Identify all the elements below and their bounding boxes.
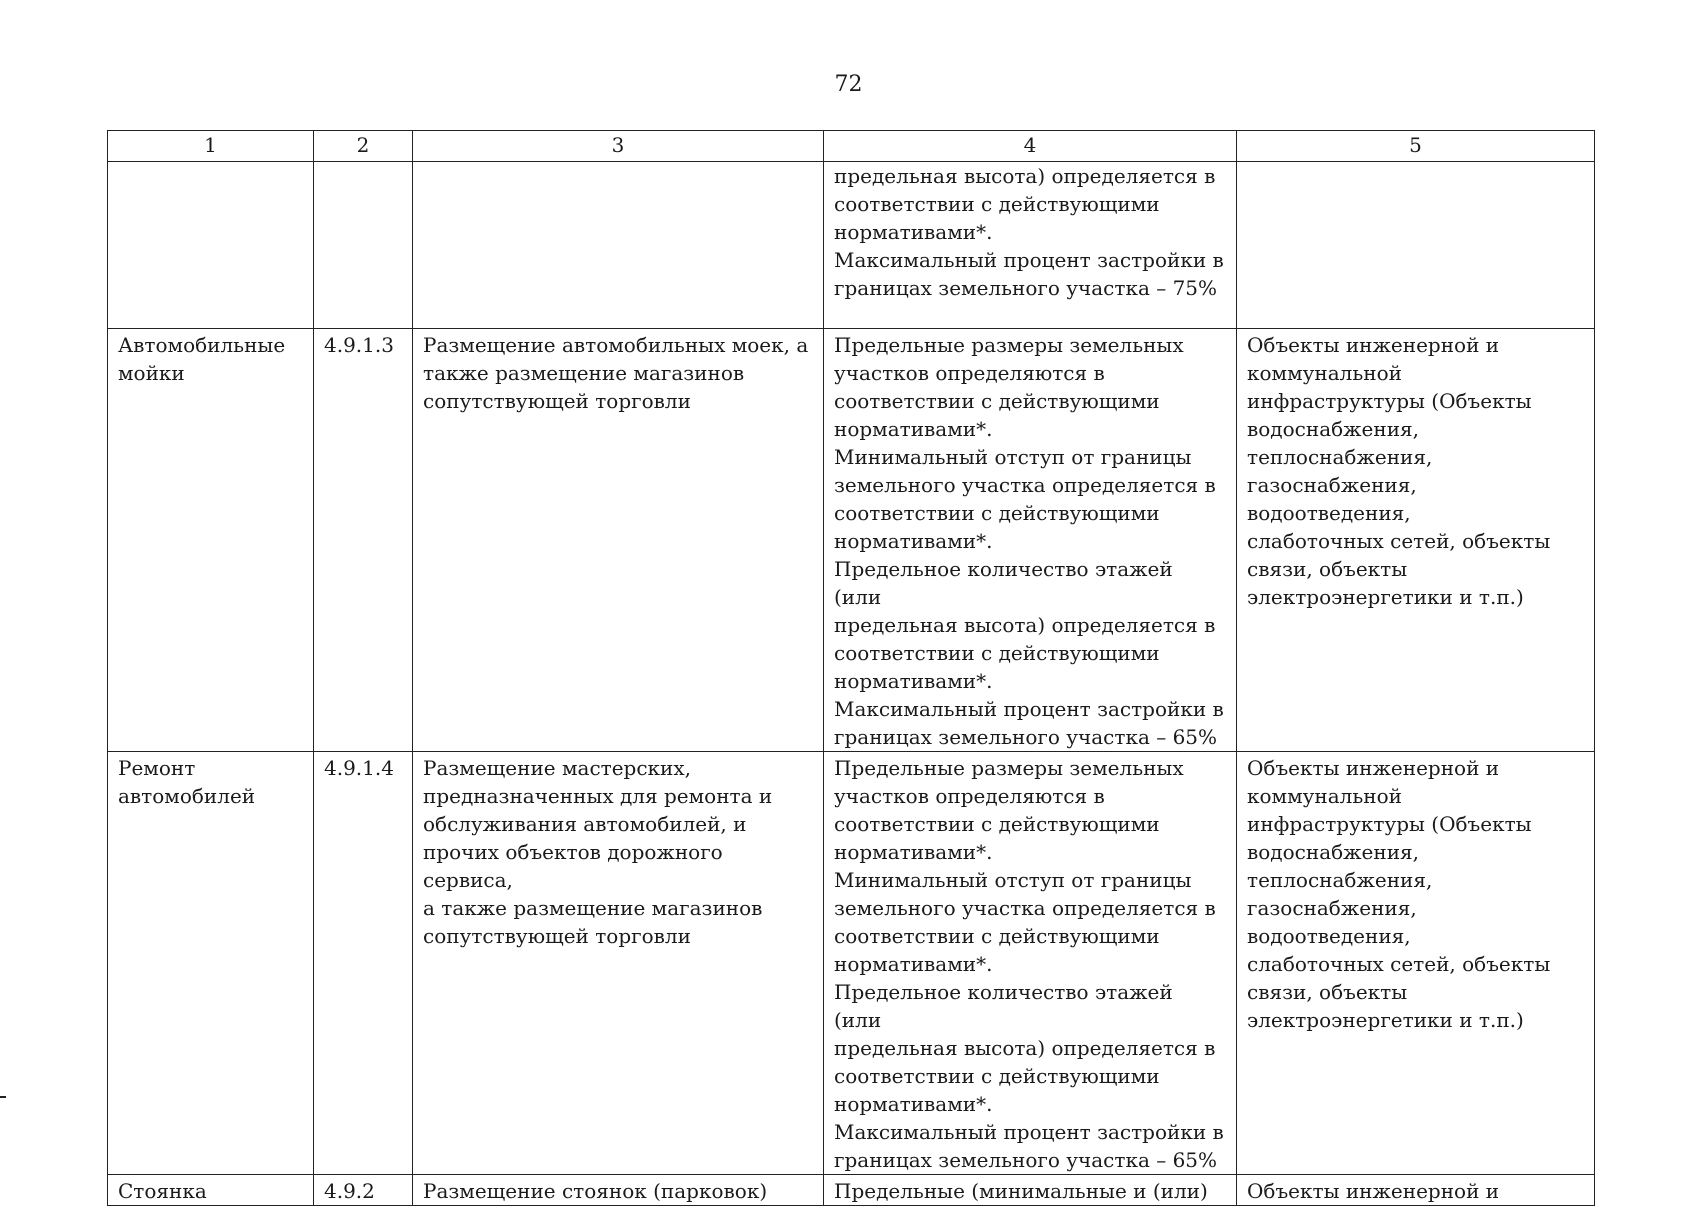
scan-edge-mark: [0, 1096, 6, 1098]
auxiliary-text: Объекты инженерной и коммунальной инфраструктуры (Объекты водоснабжения, теплоснабжения, газоснабжения, водоотведения, слаботочных сетей, объекты связи, объекты электроэнергетики и т.п.): [1247, 756, 1551, 1032]
description-text: Размещение автомобильных моек, а также размещение магазинов сопутствующей торговли: [423, 333, 809, 413]
auxiliary-text: Объекты инженерной и коммунальной инфраструктуры (Объекты водоснабжения, теплоснабжения, газоснабжения, водоотведения, слаботочных сетей, объекты связи, объекты электроэнергетики и т.п.): [1247, 333, 1551, 609]
use-name-text: Стоянка: [118, 1179, 207, 1203]
cell-code: [314, 1175, 413, 1206]
table-row-continuation: [108, 162, 1595, 329]
code-text: 4.9.2: [324, 1179, 375, 1203]
cell-parameters: [824, 329, 1237, 752]
header-col-4: 4: [824, 131, 1237, 162]
description-text: Размещение мастерских, предназначенных для ремонта и обслуживания автомобилей, и прочих объектов дорожного сервиса, а также размещение магазинов сопутствующей торговли: [423, 756, 773, 948]
cell-code: [314, 329, 413, 752]
land-use-table: [107, 130, 1595, 1206]
use-name-text: Автомобильные мойки: [118, 333, 286, 385]
code-text: 4.9.1.4: [324, 756, 394, 780]
header-col-1: 1: [108, 131, 314, 162]
description-text: Размещение стоянок (парковок): [423, 1179, 768, 1203]
cell-auxiliary: [1237, 1175, 1595, 1206]
parameters-text: Предельные размеры земельных участков определяются в соответствии с действующими нормативами*. Минимальный отступ от границы земельного участка определяется в соответствии с действующими нормативами*. Предельное количество этажей (или предельная высота) определяется в соответствии с действующими нормативами*. Максимальный процент застройки в границах земельного участка – 65%: [834, 333, 1224, 749]
table-header-row: [108, 131, 1595, 162]
header-col-3: 3: [413, 131, 824, 162]
page-number: 72: [834, 72, 863, 97]
parameters-text: Предельные размеры земельных участков определяются в соответствии с действующими нормативами*. Минимальный отступ от границы земельного участка определяется в соответствии с действующими нормативами*. Предельное количество этажей (или предельная высота) определяется в соответствии с действующими нормативами*. Максимальный процент застройки в границах земельного участка – 65%: [834, 756, 1224, 1172]
cell-code: [314, 752, 413, 1175]
use-name-text: Ремонт автомобилей: [118, 756, 256, 808]
cell-parameters: [824, 162, 1237, 329]
cell-empty: [108, 162, 314, 329]
cell-auxiliary: [1237, 752, 1595, 1175]
cell-empty: [413, 162, 824, 329]
table-row: [108, 752, 1595, 1175]
cell-use-name: [108, 329, 314, 752]
cell-use-name: [108, 1175, 314, 1206]
code-text: 4.9.1.3: [324, 333, 394, 357]
auxiliary-text: Объекты инженерной и: [1247, 1179, 1500, 1203]
cell-description: [413, 1175, 824, 1206]
parameters-text: предельная высота) определяется в соответствии с действующими нормативами*. Максимальный процент застройки в границах земельного участка – 75%: [834, 164, 1224, 300]
cell-empty: [1237, 162, 1595, 329]
table-row: [108, 329, 1595, 752]
table-row: [108, 1175, 1595, 1206]
cell-use-name: [108, 752, 314, 1175]
cell-parameters: [824, 752, 1237, 1175]
cell-description: [413, 329, 824, 752]
cell-empty: [314, 162, 413, 329]
cell-description: [413, 752, 824, 1175]
header-col-2: 2: [314, 131, 413, 162]
cell-auxiliary: [1237, 329, 1595, 752]
header-col-5: 5: [1237, 131, 1595, 162]
parameters-text: Предельные (минимальные и (или): [834, 1179, 1208, 1203]
cell-parameters: [824, 1175, 1237, 1206]
